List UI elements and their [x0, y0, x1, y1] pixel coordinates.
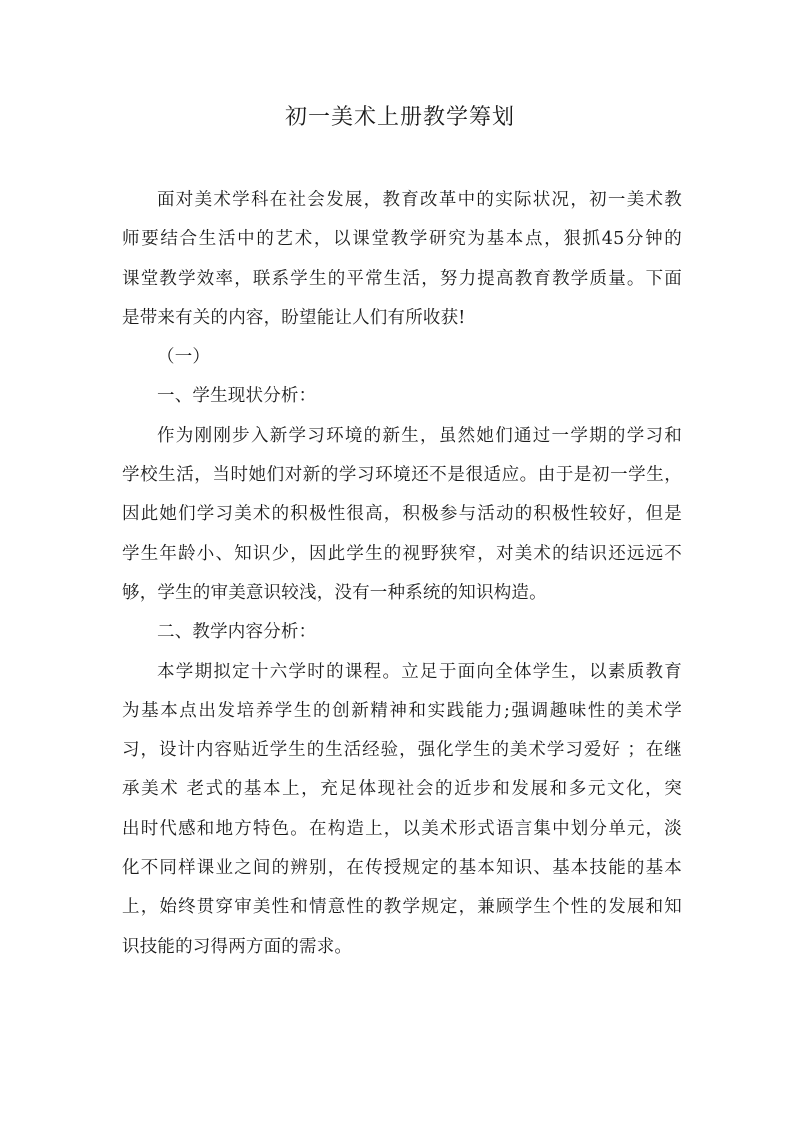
- paragraph-line: 师要结合生活中的艺术，以课堂教学研究为基本点，狠抓45分钟的: [122, 229, 682, 250]
- paragraph-line: 是带来有关的内容，盼望能让人们有所收获!: [122, 307, 466, 328]
- paragraph-line: 为基本点出发培养学生的创新精神和实践能力;强调趣味性的美术学: [122, 700, 682, 721]
- paragraph-line: 习，设计内容贴近学生的生活经验，强化学生的美术学习爱好 ；在继: [122, 740, 682, 761]
- document-body: [122, 181, 682, 967]
- section-heading: 一、学生现状分析：: [157, 386, 317, 407]
- paragraph-line: 承美术 老式的基本上，充足体现社会的近步和发展和多元文化，突: [122, 779, 682, 800]
- page-title: 初一美术上册教学筹划: [284, 105, 515, 130]
- paragraph-line: 上，始终贯穿审美性和情意性的教学规定，兼顾学生个性的发展和知: [122, 897, 682, 918]
- paragraph-line: 本学期拟定十六学时的课程。立足于面向全体学生，以素质教育: [157, 661, 682, 682]
- section-heading: 二、教学内容分析：: [157, 622, 317, 643]
- section-marker: （一）: [157, 347, 211, 368]
- paragraph-line: 面对美术学科在社会发展，教育改革中的实际状况，初一美术教: [157, 190, 682, 210]
- paragraph-line: 课堂教学效率，联系学生的平常生活，努力提高教育教学质量。下面: [122, 268, 682, 289]
- paragraph-line: 够，学生的审美意识较浅，没有一种系统的知识构造。: [122, 582, 547, 603]
- paragraph-line: 出时代感和地方特色。在构造上，以美术形式语言集中划分单元，淡: [122, 818, 682, 839]
- paragraph-line: 因此她们学习美术的积极性很高，积极参与活动的积极性较好，但是: [122, 504, 682, 525]
- paragraph-line: 识技能的习得两方面的需求。: [122, 936, 353, 957]
- paragraph-line: 学生年龄小、知识少，因此学生的视野狭窄，对美术的结识还远远不: [122, 543, 682, 564]
- paragraph-line: 化不同样课业之间的辨别，在传授规定的基本知识、基本技能的基本: [122, 858, 682, 879]
- paragraph-line: 学校生活，当时她们对新的学习环境还不是很适应。由于是初一学生，: [122, 465, 682, 486]
- paragraph-line: 作为刚刚步入新学习环境的新生，虽然她们通过一学期的学习和: [157, 425, 682, 446]
